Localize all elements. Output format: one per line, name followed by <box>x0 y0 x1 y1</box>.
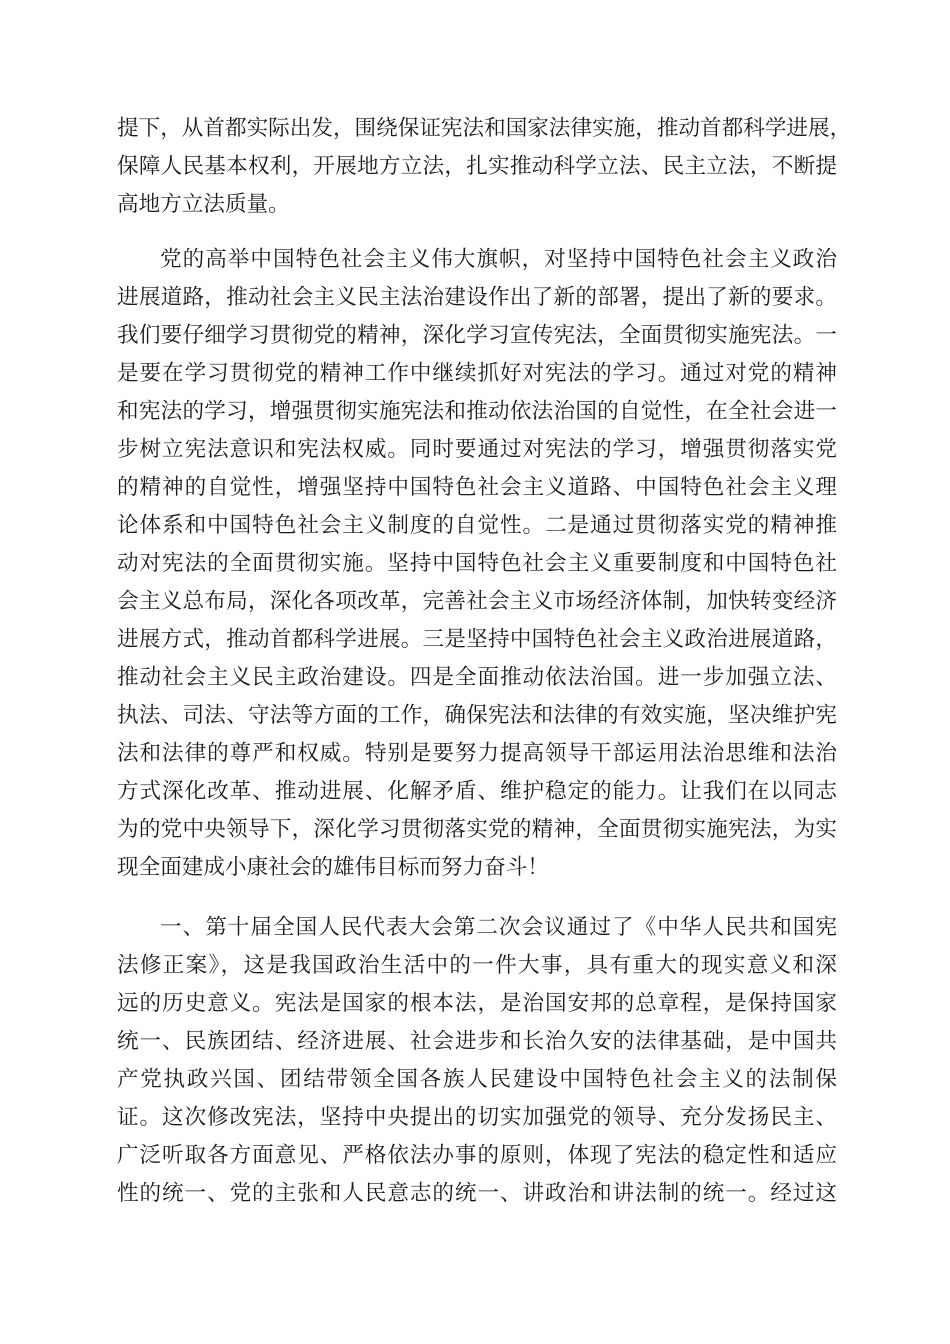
text-line: 远的历史意义。宪法是国家的根本法，是治国安邦的总章程，是保持国家 <box>117 991 837 1016</box>
text-line: 和宪法的学习，增强贯彻实施宪法和推动依法治国的自觉性，在全社会进一 <box>117 399 837 424</box>
text-line: 提下，从首都实际出发，围绕保证宪法和国家法律实施，推动首都科学进展， <box>117 116 852 141</box>
text-line: 是要在学习贯彻党的精神工作中继续抓好对宪法的学习。通过对党的精神 <box>117 361 837 386</box>
paragraph-3 <box>117 909 837 1213</box>
text-line: 广泛听取各方面意见、严格依法办事的原则，体现了宪法的稳定性和适应 <box>117 1143 837 1168</box>
text-line: 一、第十届全国人民代表大会第二次会议通过了《中华人民共和国宪 <box>160 915 837 940</box>
text-line: 证。这次修改宪法，坚持中央提出的切实加强党的领导、充分发扬民主、 <box>117 1105 837 1130</box>
text-line: 进展方式，推动首都科学进展。三是坚持中国特色社会主义政治进展道路， <box>117 627 837 652</box>
text-line: 法和法律的尊严和权威。特别是要努力提高领导干部运用法治思维和法治 <box>117 741 837 766</box>
text-line: 统一、民族团结、经济进展、社会进步和长治久安的法律基础，是中国共 <box>117 1029 837 1054</box>
paragraph-2 <box>117 241 837 887</box>
text-line: 进展道路，推动社会主义民主法治建设作出了新的部署，提出了新的要求。 <box>117 285 837 310</box>
text-line: 会主义总布局，深化各项改革，完善社会主义市场经济体制，加快转变经济 <box>117 589 837 614</box>
text-line: 产党执政兴国、团结带领全国各族人民建设中国特色社会主义的法制保 <box>117 1067 837 1092</box>
text-line: 执法、司法、守法等方面的工作，确保宪法和法律的有效实施，坚决维护宪 <box>117 703 837 728</box>
text-line: 现全面建成小康社会的雄伟目标而努力奋斗！ <box>117 855 549 880</box>
text-line: 推动社会主义民主政治建设。四是全面推动依法治国。进一步加强立法、 <box>117 665 837 690</box>
text-line: 论体系和中国特色社会主义制度的自觉性。二是通过贯彻落实党的精神推 <box>117 513 837 538</box>
text-line: 动对宪法的全面贯彻实施。坚持中国特色社会主义重要制度和中国特色社 <box>117 551 837 576</box>
text-line: 为的党中央领导下，深化学习贯彻落实党的精神，全面贯彻实施宪法，为实 <box>117 817 837 842</box>
text-line: 性的统一、党的主张和人民意志的统一、讲政治和讲法制的统一。经过这 <box>117 1181 837 1206</box>
text-line: 的精神的自觉性，增强坚持中国特色社会主义道路、中国特色社会主义理 <box>117 475 837 500</box>
text-line: 方式深化改革、推动进展、化解矛盾、维护稳定的能力。让我们在以同志 <box>117 779 837 804</box>
text-line: 高地方立法质量。 <box>117 192 290 217</box>
text-line: 步树立宪法意识和宪法权威。同时要通过对宪法的学习，增强贯彻落实党 <box>117 437 837 462</box>
text-line: 保障人民基本权利，开展地方立法，扎实推动科学立法、民主立法，不断提 <box>117 154 837 179</box>
text-line: 我们要仔细学习贯彻党的精神，深化学习宣传宪法，全面贯彻实施宪法。一 <box>117 323 837 348</box>
paragraph-1 <box>117 110 852 224</box>
text-line: 法修正案》，这是我国政治生活中的一件大事，具有重大的现实意义和深 <box>117 953 837 978</box>
text-line: 党的高举中国特色社会主义伟大旗帜，对坚持中国特色社会主义政治 <box>160 247 837 272</box>
